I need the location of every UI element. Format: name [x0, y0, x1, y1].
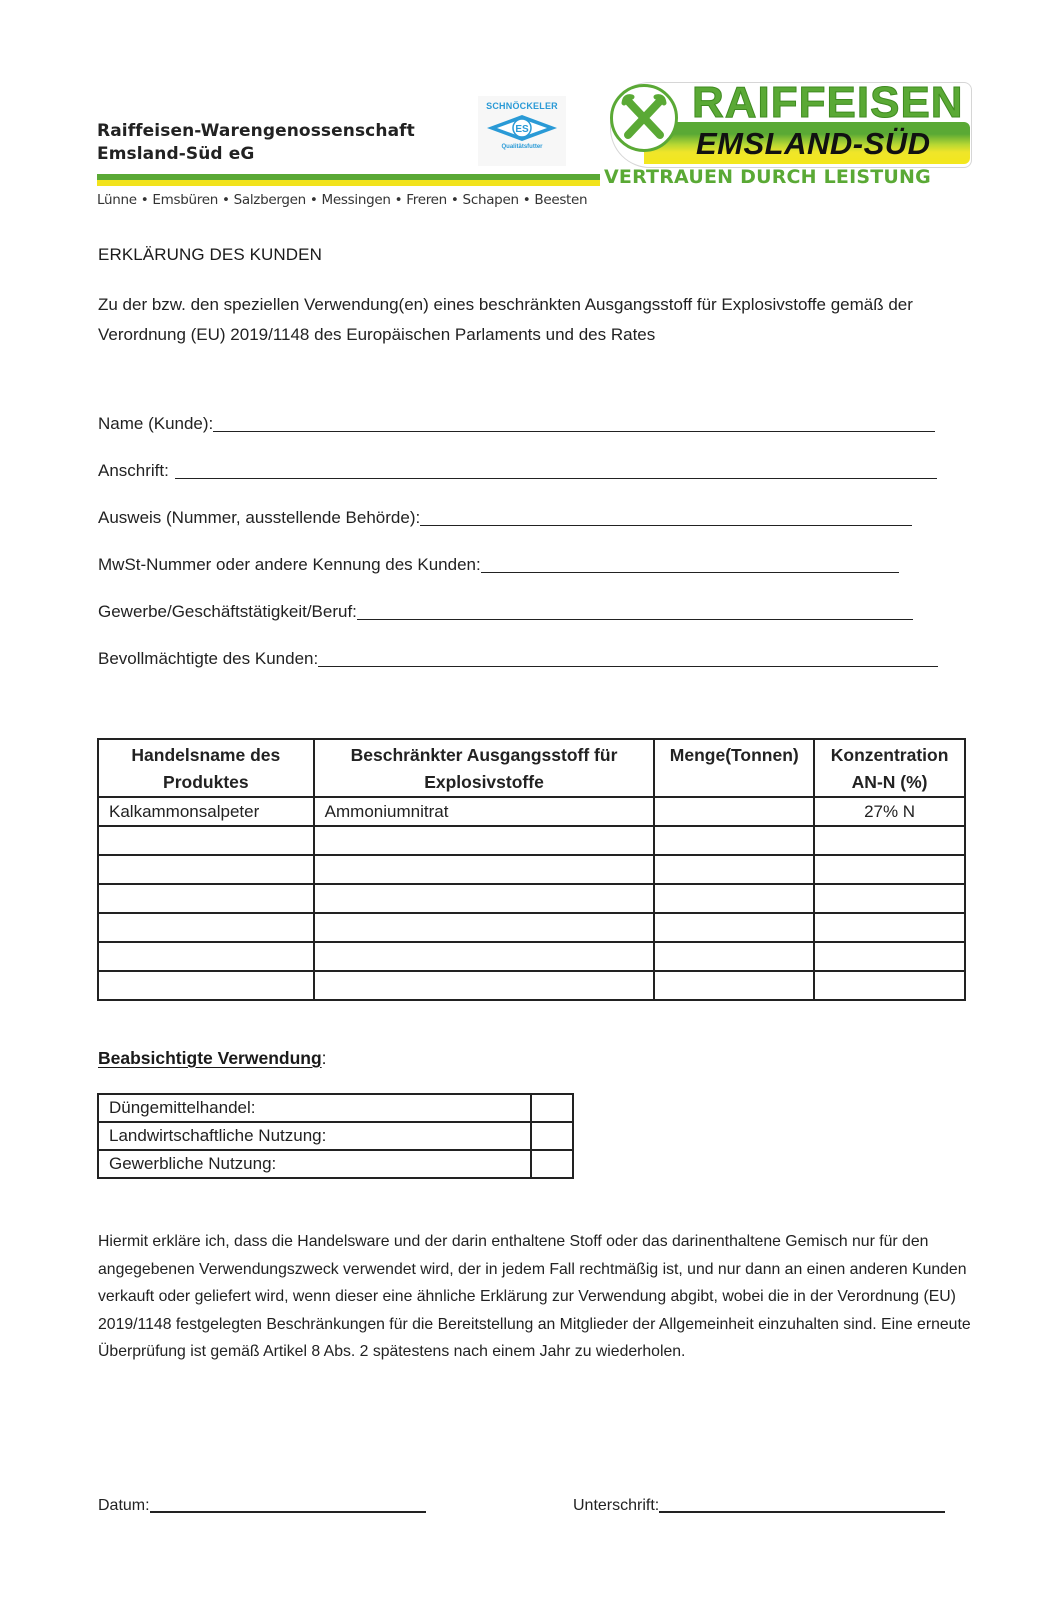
- schnoeckeler-diamond-icon: [485, 113, 559, 143]
- field-occupation: [98, 602, 913, 622]
- field-vat-number: [98, 555, 899, 575]
- cell-quantity[interactable]: [654, 913, 814, 942]
- usage-option-label: Gewerbliche Nutzung:: [98, 1150, 531, 1178]
- intended-use-colon: :: [321, 1048, 327, 1068]
- cell-concentration[interactable]: [814, 913, 965, 942]
- usage-option-agricultural: [98, 1122, 573, 1150]
- table-row: [98, 971, 965, 1000]
- table-row: [98, 855, 965, 884]
- cell-trade-name[interactable]: [98, 884, 314, 913]
- header-trade-name: Handelsname des Produktes: [98, 739, 314, 797]
- cell-restricted-precursor[interactable]: Ammoniumnitrat: [314, 797, 655, 826]
- field-authorized-representative: [98, 649, 938, 669]
- date-label: Datum:: [98, 1497, 150, 1514]
- cell-trade-name[interactable]: [98, 826, 314, 855]
- cell-quantity[interactable]: [654, 942, 814, 971]
- schnoeckeler-logo: [478, 96, 566, 166]
- table-row: [98, 913, 965, 942]
- document-title: ERKLÄRUNG DES KUNDEN: [98, 245, 322, 264]
- raiffeisen-region: EMSLAND-SÜD: [696, 126, 931, 161]
- cell-quantity[interactable]: [654, 826, 814, 855]
- cell-quantity[interactable]: [654, 855, 814, 884]
- intended-use-title: Beabsichtigte Verwendung: [98, 1048, 322, 1068]
- letterhead-yellow-stripe: [97, 180, 600, 186]
- schnoeckeler-brand: SCHNÖCKELER: [486, 101, 558, 111]
- field-label: Ausweis (Nummer, ausstellende Behörde):: [98, 508, 421, 527]
- cell-restricted-precursor[interactable]: [314, 942, 655, 971]
- signature-input[interactable]: [659, 1510, 945, 1513]
- company-name-line2: Emsland-Süd eG: [97, 144, 255, 164]
- intended-use-heading: [98, 1048, 327, 1069]
- header-restricted-precursor: Beschränkter Ausgangsstoff für Explosivstoffe: [314, 739, 655, 797]
- vat-number-input[interactable]: [481, 571, 899, 573]
- cell-concentration[interactable]: [814, 971, 965, 1000]
- cell-trade-name[interactable]: [98, 942, 314, 971]
- cell-quantity[interactable]: [654, 884, 814, 913]
- header-quantity: Menge(Tonnen): [654, 739, 814, 797]
- cell-trade-name[interactable]: Kalkammonsalpeter: [98, 797, 314, 826]
- cell-concentration[interactable]: 27% N: [814, 797, 965, 826]
- cell-quantity[interactable]: [654, 797, 814, 826]
- address-input[interactable]: [175, 477, 937, 479]
- cell-restricted-precursor[interactable]: [314, 826, 655, 855]
- raiffeisen-logo: [604, 80, 974, 195]
- raiffeisen-emblem: [610, 84, 678, 152]
- field-label: Gewerbe/Geschäftstätigkeit/Beruf:: [98, 602, 357, 621]
- cell-concentration[interactable]: [814, 884, 965, 913]
- field-label: Anschrift:: [98, 461, 169, 480]
- intro-text: Zu der bzw. den speziellen Verwendung(en) eines beschränkten Ausgangsstoff für Explosivstoffe gemäß der Verordnung (EU) 2019/1148 des Europäischen Parlaments und des Rates: [98, 295, 913, 344]
- commercial-use-checkbox[interactable]: [531, 1150, 573, 1178]
- signature-field: [573, 1497, 945, 1515]
- cell-restricted-precursor[interactable]: [314, 913, 655, 942]
- branch-locations: Lünne • Emsbüren • Salzbergen • Messingen • Freren • Schapen • Beesten: [97, 192, 588, 208]
- field-address: [98, 461, 937, 481]
- company-name-line1: Raiffeisen-Warengenossenschaft: [97, 121, 415, 141]
- table-row: [98, 942, 965, 971]
- field-label: Name (Kunde):: [98, 414, 214, 433]
- date-field: [98, 1497, 426, 1515]
- cell-restricted-precursor[interactable]: [314, 884, 655, 913]
- usage-option-fertilizer-trade: [98, 1094, 573, 1122]
- raiffeisen-slogan: VERTRAUEN DURCH LEISTUNG: [604, 166, 931, 188]
- occupation-input[interactable]: [357, 618, 913, 620]
- fertilizer-trade-checkbox[interactable]: [531, 1094, 573, 1122]
- cell-concentration[interactable]: [814, 855, 965, 884]
- usage-option-commercial: [98, 1150, 573, 1178]
- table-row: [98, 884, 965, 913]
- raiffeisen-wordmark: RAIFFEISEN: [692, 78, 964, 127]
- customer-name-input[interactable]: [213, 430, 935, 432]
- cell-trade-name[interactable]: [98, 855, 314, 884]
- cell-quantity[interactable]: [654, 971, 814, 1000]
- cell-concentration[interactable]: [814, 826, 965, 855]
- field-id-document: [98, 508, 912, 528]
- agricultural-use-checkbox[interactable]: [531, 1122, 573, 1150]
- table-header-row: [98, 739, 965, 797]
- crossed-horse-heads-icon: [613, 87, 675, 149]
- field-label: Bevollmächtigte des Kunden:: [98, 649, 319, 668]
- table-row: [98, 797, 965, 826]
- company-name: [97, 120, 415, 166]
- field-customer-name: [98, 414, 935, 434]
- date-input[interactable]: [150, 1510, 426, 1513]
- intended-use-table: [97, 1093, 574, 1179]
- id-document-input[interactable]: [420, 524, 912, 526]
- cell-concentration[interactable]: [814, 942, 965, 971]
- table-row: [98, 826, 965, 855]
- products-table: [97, 738, 966, 1001]
- cell-restricted-precursor[interactable]: [314, 971, 655, 1000]
- schnoeckeler-monogram: ES: [515, 124, 529, 135]
- cell-restricted-precursor[interactable]: [314, 855, 655, 884]
- schnoeckeler-subtitle: Qualitätsfutter: [501, 144, 543, 150]
- declaration-text: Hiermit erkläre ich, dass die Handelsware und der darin enthaltene Stoff oder das darinenthaltene Gemisch nur für den angegebenen Verwendungszweck verwendet wird, der in jedem Fall rechtmäßig ist, und nur dann an einen anderen Kunden verkauft oder geliefert wird, wenn dieser eine ähnliche Erklärung zur Verwendung abgibt, wobei die in der Verordnung (EU) 2019/1148 festgelegten Beschränkungen für die Bereitstellung an Mitglieder der Allgemeinheit einzuhalten sind. Eine erneute Überprüfung ist gemäß Artikel 8 Abs. 2 spätestens nach einem Jahr zu wiederholen.: [98, 1233, 971, 1360]
- field-label: MwSt-Nummer oder andere Kennung des Kunden:: [98, 555, 481, 574]
- header-concentration: Konzentration AN-N (%): [814, 739, 965, 797]
- cell-trade-name[interactable]: [98, 971, 314, 1000]
- signature-label: Unterschrift:: [573, 1497, 660, 1514]
- cell-trade-name[interactable]: [98, 913, 314, 942]
- usage-option-label: Landwirtschaftliche Nutzung:: [98, 1122, 531, 1150]
- authorized-representative-input[interactable]: [318, 665, 938, 667]
- usage-option-label: Düngemittelhandel:: [98, 1094, 531, 1122]
